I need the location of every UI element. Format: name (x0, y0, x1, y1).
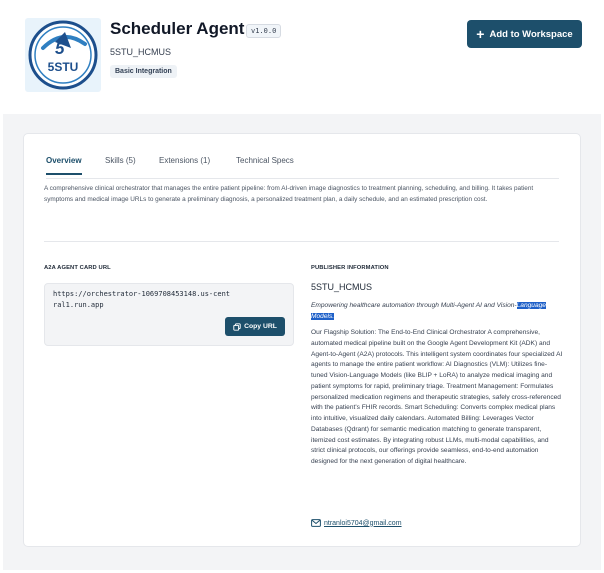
tab-overview[interactable]: Overview (46, 156, 82, 175)
agent-details-card (23, 133, 581, 547)
publisher-info-name: 5STU_HCMUS (311, 282, 373, 292)
plus-icon: + (476, 26, 485, 42)
tagline-highlighted-text: Language Models. (311, 302, 546, 320)
logo-emblem (25, 18, 101, 92)
integration-badge: Basic Integration (110, 65, 177, 78)
tab-extensions[interactable]: Extensions (1) (159, 156, 211, 165)
agent-title: Scheduler Agent (110, 19, 245, 38)
content-area (3, 114, 601, 570)
tagline-text: Empowering healthcare automation through Multi-Agent AI and Vision- (311, 302, 517, 309)
copy-icon (233, 323, 241, 331)
card-url-box (44, 283, 294, 346)
add-to-workspace-button[interactable] (467, 20, 582, 48)
publisher-info-heading: PUBLISHER INFORMATION (311, 265, 389, 271)
tab-technical-specs[interactable]: Technical Specs (236, 156, 294, 165)
publisher-tagline (311, 300, 561, 322)
agent-header (3, 0, 601, 115)
mail-icon (311, 519, 321, 527)
copy-url-label: Copy URL (244, 323, 277, 330)
card-url-text[interactable]: https://orchestrator-1069708453148.us-central1.run.app (53, 290, 231, 309)
agent-logo (25, 18, 101, 92)
agent-description: A comprehensive clinical orchestrator that manages the entire patient pipeline: from AI-driven image diagnostics to treatment planning, scheduling, and billing. It takes patient symptoms and medical image URLs to generate a preliminary diagnosis, a personalized treatment plan, a daily schedule, and an estimated prescription cost. (44, 185, 534, 203)
svg-text:5: 5 (55, 39, 65, 58)
card-url-heading: A2A AGENT CARD URL (44, 265, 111, 271)
publisher-email-row (311, 519, 402, 527)
section-divider (44, 241, 559, 242)
copy-url-button[interactable] (225, 317, 285, 336)
publisher-name: 5STU_HCMUS (110, 47, 172, 57)
svg-text:5STU: 5STU (47, 60, 79, 74)
add-to-workspace-label: Add to Workspace (489, 28, 573, 40)
tab-skills[interactable]: Skills (5) (105, 156, 136, 165)
publisher-email-link[interactable]: ntranloi5704@gmail.com (324, 519, 402, 527)
version-badge: v1.0.0 (246, 24, 281, 38)
publisher-about: Our Flagship Solution: The End-to-End Clinical Orchestrator A comprehensive, automated medical pipeline built on the Google Agent Development Kit (ADK) and Agent-to-Agent (A2A) protocols. This intelligent system coordinates four specialized AI agents to manage the entire patient workflow: AI Diagnostics (VLM): Utilizes fine-tuned Vision-Language Models (like BLIP + LoRA) to analyze medical imaging and patient symptoms for rapid, preliminary triage. Treatment Management: Formulates personalized medication regimens and therapeutic strategies, safely cross-referenced with the patient's FHIR records. Smart Scheduling: Converts complex medical plans into intuitive, visualized daily calendars. Automated Billing: Leverages Vector Databases (Qdrant) for semantic medication matching to generate transparent, itemized cost estimates. By integrating robust LLMs, multi-modal capabilities, and strict clinical protocols, our offerings provide seamless, end-to-end automation designed for the next generation of digital healthcare. (311, 329, 563, 465)
tab-bar (46, 156, 559, 179)
